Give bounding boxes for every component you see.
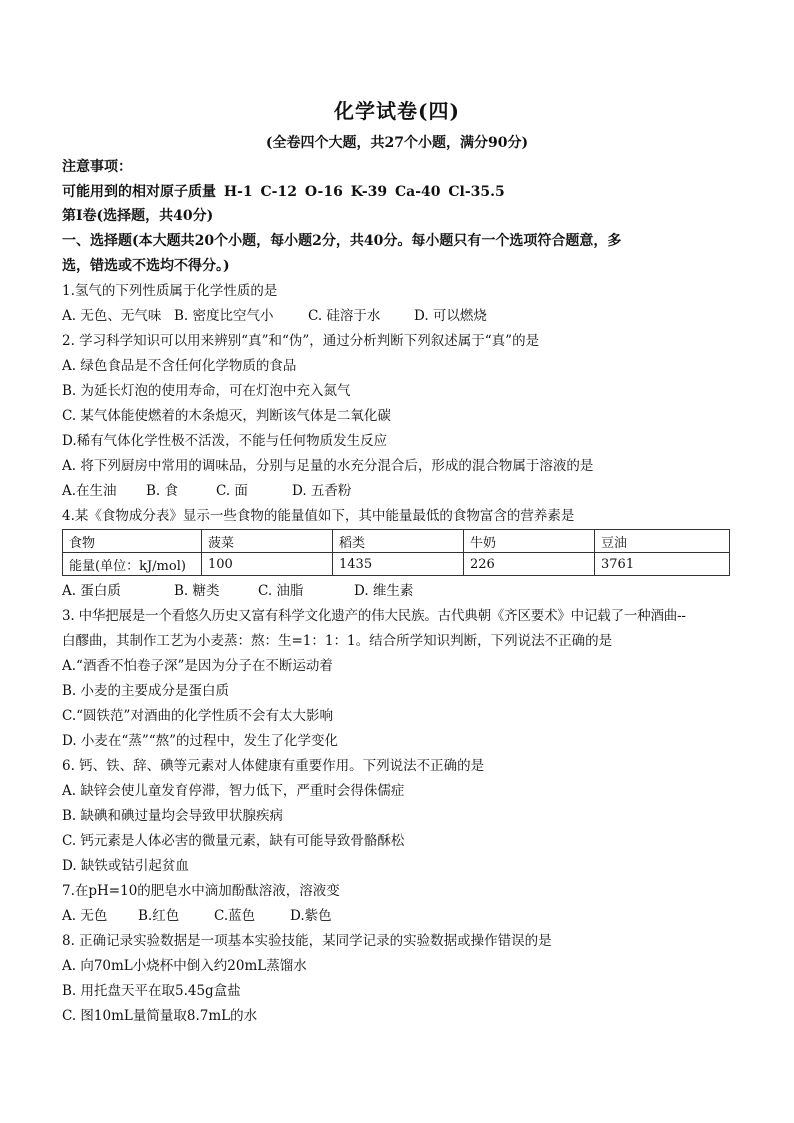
table-cell: 1435 bbox=[333, 553, 464, 576]
table-row bbox=[63, 530, 730, 553]
page-title: 化学试卷(四) bbox=[334, 99, 460, 123]
option-c: C. 油脂 bbox=[258, 583, 304, 599]
option-a: A. 无色 bbox=[62, 908, 108, 924]
option-c: C. 面 bbox=[216, 483, 248, 499]
question-8-stem: 8. 正确记录实验数据是一项基本实验技能，某同学记录的实验数据或操作错误的是 bbox=[62, 933, 552, 949]
table-cell: 3761 bbox=[595, 553, 730, 576]
question-6-option-a: A. 缺锌会使儿童发育停滞，智力低下，严重时会得侏儒症 bbox=[62, 783, 405, 799]
option-d: D. 可以燃烧 bbox=[414, 308, 487, 324]
question-5-option-d: D. 小麦在“蒸”“熬”的过程中，发生了化学变化 bbox=[62, 733, 339, 749]
question-6-option-d: D. 缺铁或钴引起贫血 bbox=[62, 858, 189, 874]
part-one-heading: 第Ⅰ卷(选择题，共40分) bbox=[62, 208, 214, 224]
question-3-options bbox=[62, 482, 351, 501]
question-2-option-a: A. 绿色食品是不含任何化学物质的食品 bbox=[62, 358, 297, 374]
option-c: C.蓝色 bbox=[214, 908, 256, 924]
table-cell: 100 bbox=[202, 553, 333, 576]
question-5-option-c: C.“圆铁范”对酒曲的化学性质不会有太大影响 bbox=[62, 708, 333, 724]
table-cell: 能量(单位：kJ/mol) bbox=[63, 553, 202, 576]
question-7-options bbox=[62, 907, 332, 926]
option-d: D. 五香粉 bbox=[292, 483, 352, 499]
question-2-option-d: D.稀有气体化学性极不活泼，不能与任何物质发生反应 bbox=[62, 433, 388, 449]
question-3-stem: A. 将下列厨房中常用的调味品，分别与足量的水充分混合后，形成的混合物属于溶液的是 bbox=[62, 458, 594, 474]
table-cell: 食物 bbox=[63, 530, 202, 553]
question-6-option-b: B. 缺碘和碘过量均会导致甲状腺疾病 bbox=[62, 808, 284, 824]
table-row bbox=[63, 553, 730, 576]
notes-heading: 注意事项： bbox=[62, 159, 132, 175]
option-c: C. 硅溶于水 bbox=[308, 308, 381, 324]
question-4-stem: 4.某《食物成分表》显示一些食物的能量值如下，其中能量最低的食物富含的营养素是 bbox=[62, 508, 575, 524]
table-cell: 226 bbox=[464, 553, 595, 576]
question-8-option-c: C. 图10mL量简量取8.7mL的水 bbox=[62, 1008, 258, 1024]
question-4-options bbox=[62, 582, 413, 601]
food-energy-table bbox=[62, 529, 730, 576]
question-2-option-b: B. 为延长灯泡的使用寿命，可在灯泡中充入氮气 bbox=[62, 383, 351, 399]
table-cell: 菠菜 bbox=[202, 530, 333, 553]
question-6-option-c: C. 钙元素是人体必害的微量元素，缺有可能导致骨骼酥松 bbox=[62, 833, 405, 849]
question-8-option-b: B. 用托盘天平在取5.45g盒盐 bbox=[62, 983, 241, 999]
option-d: D. 维生素 bbox=[354, 583, 414, 599]
table-cell: 稻类 bbox=[333, 530, 464, 553]
section-one-instructions-line1: 一、选择题(本大题共20个小题，每小题2分，共40分。每小题只有一个选项符合题意，多 bbox=[62, 233, 622, 249]
question-5-option-b: B. 小麦的主要成分是蛋白质 bbox=[62, 683, 230, 699]
option-a: A. 蛋白质 bbox=[62, 583, 121, 599]
option-a: A.在生油 bbox=[62, 483, 117, 499]
question-6-stem: 6. 钙、铁、辞、碘等元素对人体健康有重要作用。下列说法不正确的是 bbox=[62, 758, 485, 774]
page-subtitle: (全卷四个大题，共27个小题，满分90分) bbox=[265, 135, 529, 151]
question-7-stem: 7.在pH=10的肥皂水中滴加酚酞溶液，溶液变 bbox=[62, 883, 340, 899]
question-2-stem: 2. 学习科学知识可以用来辨别“真”和“伪”，通过分析判断下列叙述属于“真”的是 bbox=[62, 333, 540, 349]
option-d: D.紫色 bbox=[290, 908, 332, 924]
option-b: B. 密度比空气小 bbox=[174, 308, 274, 324]
section-one-instructions-line2: 选，错选或不选均不得分。) bbox=[62, 258, 230, 274]
option-b: B. 食 bbox=[146, 483, 179, 499]
table-cell: 豆油 bbox=[595, 530, 730, 553]
question-5-stem-line2: 白醪曲，其制作工艺为小麦蒸：熬：生=1：1：1。结合所学知识判断，下列说法不正确的是 bbox=[62, 633, 613, 649]
table-cell: 牛奶 bbox=[464, 530, 595, 553]
option-b: B. 糖类 bbox=[174, 583, 220, 599]
question-5-option-a: A.“酒香不怕卷子深”是因为分子在不断运动着 bbox=[62, 658, 333, 674]
question-1-options bbox=[62, 307, 487, 326]
question-5-stem-line1: 3. 中华把展是一个看悠久历史又富有科学文化遗产的伟大民族。古代典朝《齐区要术》中记载了一种酒曲-- bbox=[62, 608, 686, 624]
question-2-option-c: C. 某气体能使燃着的木条熄灭，判断该气体是二氧化碳 bbox=[62, 408, 391, 424]
atomic-mass-line: 可能用到的相对原子质量 H-1 C-12 O-16 K-39 Ca-40 Cl-35.5 bbox=[62, 184, 505, 200]
option-a: A. 无色、无气味 bbox=[62, 308, 162, 324]
question-1-stem: 1.氢气的下列性质属于化学性质的是 bbox=[62, 283, 278, 299]
question-8-option-a: A. 向70mL小烧杯中倒入约20mL蒸馏水 bbox=[62, 958, 307, 974]
option-b: B.红色 bbox=[138, 908, 180, 924]
